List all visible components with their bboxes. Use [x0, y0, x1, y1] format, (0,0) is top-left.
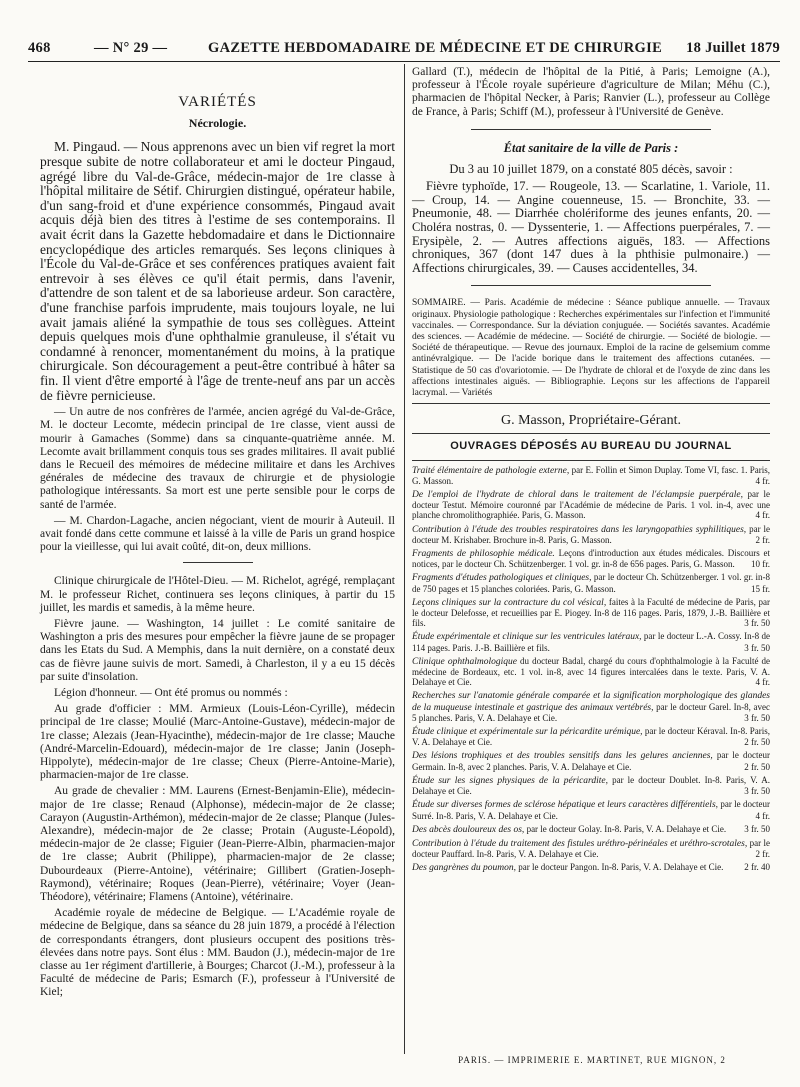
ouvrage-details: du docteur Badal, chargé du cours d'ophthalmologie à la Faculté de médecine de Bordeaux, etc. 1 vol. in-8, avec 14 figures intercalées dans le texte. Paris, V. A. Delahaye et Cie.	[412, 655, 770, 688]
ouvrage-price: 2 fr.	[755, 849, 770, 860]
ouvrage-item	[412, 548, 770, 569]
ouvrage-details: par le docteur Surré. In-8. Paris, V. A. Delahaye et Cie.	[412, 799, 770, 821]
ouvrage-details: par le docteur Pauffard. In-8. Paris, V. A. Delahaye et Cie.	[412, 837, 770, 860]
ouvrage-title: Contribution à l'étude du traitement des fistules uréthro-périnéales et uréthro-scrotales,	[412, 838, 748, 849]
ouvrage-price: 2 fr. 40	[744, 862, 770, 873]
ouvrage-details: faites à la Faculté de médecine de Paris, par le docteur Delefosse, et recueillies par E. Piogey. In-8 de 116 pages. Paris, 1879, J.-B. Baillière et fils.	[412, 596, 770, 629]
ouvrage-price: 3 fr. 50	[744, 823, 770, 834]
list-officiers: Au grade d'officier : MM. Armieux (Louis-Léon-Cyrille), médecin principal de 1re classe; Moulié (Marc-Antoine-Gustave), médecin-major de 1re classe; Alezais (Jean-Hyacinthe), médecin-major de 1re classe; Mauche (André-Marcelin-Edouard), médecin-major de 1re classe; Janin (Joseph-Hippolyte), médecin-major de 1re classe; Cheux (Pierre-Antoine-Marie), pharmacien-major de 1re classe.	[40, 703, 395, 782]
ouvrage-title: De l'emploi de l'hydrate de chloral dans le traitement de l'éclampsie puerpérale,	[412, 490, 743, 501]
ouvrage-price: 3 fr. 50	[744, 786, 770, 797]
header-rule	[28, 61, 780, 62]
ouvrage-title: Des lésions trophiques et des troubles sensitifs dans les gelures anciennes,	[412, 751, 713, 762]
article-correspondants-continued: Gallard (T.), médecin de l'hôpital de la Pitié, à Paris; Lemoigne (A.), professeur à l'École royale supérieure d'agriculture de Milan; Méhu (C.), pharmacien de l'hôpital Necker, à Paris; Ranvier (L.), professeur au Collège de France, à Paris; Schiff (M.), professeur à l'Université de Genève.	[412, 66, 770, 118]
ouvrage-details: par le docteur Pangon. In-8. Paris, V. A. Delahaye et Cie.	[515, 862, 724, 873]
issue-date: 18 Juillet 1879	[686, 40, 780, 56]
ouvrage-price: 4 fr.	[755, 677, 770, 688]
ouvrage-title: Étude expérimentale et clinique sur les ventricules latéraux,	[412, 632, 642, 643]
right-column	[412, 66, 770, 877]
ouvrage-price: 4 fr.	[755, 810, 770, 821]
ouvrage-title: Leçons cliniques sur la contracture du col vésical,	[412, 597, 607, 608]
ouvrage-title: Étude sur les signes physiques de la péricardite,	[412, 775, 609, 786]
etat-sanitaire-subtitle: Du 3 au 10 juillet 1879, on a constaté 805 décès, savoir :	[449, 162, 733, 177]
left-column	[40, 66, 395, 1003]
ouvrage-details: Leçons d'introduction aux études médicales. Discours et notices, par le docteur Ch. Schützenberger. 1 vol. gr. in-8 de 656 pages. Paris, G. Masson.	[412, 548, 770, 570]
ouvrage-details: par le docteur Garel. In-8, avec 5 planches. Paris, V. A. Delahaye et Cie.	[412, 701, 770, 723]
ouvrages-list	[412, 465, 770, 874]
ouvrage-details: par le docteur M. Krishaber. Brochure in-8. Paris, G. Masson.	[412, 523, 770, 545]
etat-sanitaire-title: État sanitaire de la ville de Paris :	[503, 140, 679, 155]
ouvrage-item	[412, 631, 770, 652]
ouvrage-title: Fragments d'études pathologiques et cliniques,	[412, 573, 592, 584]
article-pingaud: M. Pingaud. — Nous apprenons avec un bien vif regret la mort presque subite de notre collaborateur et ami le docteur Pingaud, agrégé libre du Val-de-Grâce, médecin-major de 1re classe à l'hôpital militaire de Sétif. Chirurgien distingué, opérateur habile, d'un sang-froid et d'une expérience consommés, Pingaud avait acquis déjà bien des titres à l'estime de ses contemporains. Il avait écrit dans la Gazette hebdomadaire et dans le Dictionnaire encyclopédique des articles remarqués. Ses leçons cliniques à l'École du Val-de-Grâce et ses conférences pratiques avaient fait entrevoir à ses élèves ce qu'il était permis, dans l'avenir, d'attendre de son talent et de sa laborieuse ardeur. Son caractère, d'une franchise parfois imprudente, mais toujours loyale, ne lui avait jamais aliéné la sympathie de tous ses collègues. Atteint depuis quelques mois d'une ophthalmie granuleuse, il s'était vu condamné à renoncer, momentanément du moins, à la pratique chirurgicale. Son découragement a peut-être contribué à hâter sa fin. Il vient d'être emporté à l'âge de trente-neuf ans par un accès de fièvre pernicieuse.	[40, 139, 395, 403]
ouvrages-title: OUVRAGES DÉPOSÉS AU BUREAU DU JOURNAL	[450, 440, 732, 453]
sommaire: SOMMAIRE. — Paris. Académie de médecine : Séance publique annuelle. — Travaux originaux. Physiologie pathologique : Recherches expérimentales sur l'infection et l'immunité vaccinales. — Correspondance. Sur la déviation conjuguée. — Sociétés savantes. Académie des sciences. — Académie de médecine. — Société de chirurgie. — Société de biologie. — Société de thérapeutique. — Revue des journaux. Emploi de la racine de gelsemium comme antinévralgique. — De l'acide borique dans le traitement des affections cutanées. — Statistique de 50 cas d'ovariotomie. — De l'hydrate de chloral et de l'oxyde de zinc dans les affections intestinales aiguës. — Bibliographie. Leçons sur les affections de l'appareil lacrymal. — Variétés	[412, 298, 770, 398]
page-header	[28, 38, 780, 60]
rule	[412, 403, 770, 404]
ouvrage-details: par le docteur Testut. Mémoire couronné par l'Académie de médecine de Paris. 1 vol. in-4, avec une planche chromolithographiée. Paris, G. Masson.	[412, 489, 770, 521]
ouvrage-price: 4 fr.	[755, 475, 770, 486]
ouvrage-price: 3 fr. 50	[744, 712, 770, 723]
ouvrage-item	[412, 838, 770, 859]
list-chevaliers: Au grade de chevalier : MM. Laurens (Ernest-Benjamin-Elie), médecin-major de 1re classe; Renaud (Alphonse), médecin-major de 2e classe; Carayon (Augustin-Arthémon), médecin-major de 2e classe; Planque (Jules-Alexandre), médecin-major de 2e classe; Protain (Auguste-Léopold), médecin-major de 2e classe; Figuier (Jean-Pierre-Albin, pharmacien-major de 1re classe; Aubrit (Philippe), pharmacien-major de 2e classe; Dubourdeaux (Pierre-Antoine), vétérinaire; Gillibert (Gratien-Joseph-Raymond), vétérinaire; Roques (Jean-Pierre), vétérinaire; Voyer (Jean-Théodore), vétérinaire; Flamens (Antoine), vétérinaire.	[40, 785, 395, 903]
ouvrage-title: Contribution à l'étude des troubles respiratoires dans les laryngopathies syphilitiques,	[412, 524, 747, 535]
ouvrage-item	[412, 690, 770, 723]
ouvrage-title: Recherches sur l'anatomie générale comparée et la signification morphologique des glandes de la muqueuse intestinale et gastrique des animaux vertébrés,	[412, 691, 770, 713]
ouvrage-details: par le docteur Golay. In-8. Paris, V. A. Delahaye et Cie.	[524, 823, 727, 834]
ouvrage-title: Étude clinique et expérimentale sur la péricardite urémique,	[412, 727, 643, 738]
ouvrage-title: Clinique ophthalmologique	[412, 656, 518, 667]
ouvrage-item	[412, 750, 770, 771]
ouvrage-item	[412, 489, 770, 521]
ouvrage-price: 15 fr.	[751, 583, 770, 594]
ouvrage-price: 10 fr.	[751, 559, 770, 570]
article-academie-belgique: Académie royale de médecine de Belgique. — L'Académie royale de médecine de Belgique, dans sa séance du 28 juin 1879, a procédé à l'élection de correspondants étrangers, dont plusieurs occupent des positions très-élevées dans notre pays. Sont élus : MM. Baudon (J.), médecin-major de 1re classe au 1er régiment d'artillerie, à Bourges; Charcot (J.-M.), professeur à la Faculté de médecine de Paris; Esmarch (F.), professeur à l'Université de Kiel;	[40, 907, 395, 999]
separator	[183, 562, 253, 563]
ouvrage-price: 2 fr. 50	[744, 761, 770, 772]
article-lecomte: — Un autre de nos confrères de l'armée, ancien agrégé du Val-de-Grâce, M. le docteur Lecomte, médecin principal de 1re classe, vient aussi de mourir à Gamaches (Somme) dans sa cinquante-quatrième année. M. Lecomte avait brillamment conquis tous ses grades militaires. Il avait publié dans le Recueil des mémoires de médecine militaire et dans les Archives générales de médecine des travaux de chirurgie et de physiologie pathologique intéressants. Sa mort est une perte sensible pour le corps de santé de l'armée.	[40, 406, 395, 511]
ouvrage-title: Des gangrènes du poumon,	[412, 863, 516, 874]
ouvrage-item	[412, 824, 770, 835]
article-chardon-lagache: — M. Chardon-Lagache, ancien négociant, vient de mourir à Auteuil. Il avait fondé dans cette commune et laissé à la ville de Paris un grand hospice pour la vieillesse, qui lui avait coûté, dit-on, deux millions.	[40, 514, 395, 554]
subsection-necrologie: Nécrologie.	[188, 116, 247, 131]
ouvrage-item	[412, 775, 770, 796]
ouvrage-price: 2 fr. 50	[744, 737, 770, 748]
ouvrage-details: par le docteur Kéraval. In-8. Paris, V. A. Delahaye et Cie.	[412, 726, 770, 748]
ouvrage-title: Fragments de philosophie médicale.	[412, 549, 555, 560]
ouvrage-details: par le docteur L.-A. Cossy. In-8 de 114 pages. Paris. J.-B. Baillière et fils.	[412, 631, 770, 653]
issue-number: — N° 29 —	[94, 40, 168, 56]
ouvrage-item	[412, 862, 770, 873]
ouvrage-title: Étude sur diverses formes de sclérose hépatique et leurs caractères différentiels,	[412, 800, 719, 811]
ouvrage-price: 4 fr.	[755, 510, 770, 521]
ouvrage-item	[412, 656, 770, 688]
column-divider	[404, 64, 405, 1054]
ouvrage-item	[412, 465, 770, 486]
ouvrage-item	[412, 799, 770, 820]
article-fievre-jaune: Fièvre jaune. — Washington, 14 juillet : Le comité sanitaire de Washington a pris des mesures pour empêcher la fièvre jaune de se propager dans les Etats du Sud. A Memphis, dans la nuit dernière, on a constaté deux cas de fièvre jaune suivis de mort. Samedi, à Charleston, il y a eu 15 décès par suite d'insolation.	[40, 617, 395, 683]
ouvrage-details: par le docteur Germain. In-8, avec 2 planches. Paris, V. A. Delahaye et Cie.	[412, 750, 770, 772]
ouvrage-item	[412, 726, 770, 747]
separator	[471, 129, 711, 130]
printer-footer: PARIS. — IMPRIMERIE E. MARTINET, RUE MIGNON, 2	[458, 1055, 726, 1065]
ouvrage-item	[412, 572, 770, 593]
ouvrage-details: par le docteur Doublet. In-8. Paris, V. A. Delahaye et Cie.	[412, 774, 770, 797]
ouvrage-item	[412, 524, 770, 545]
etat-sanitaire-body: Fièvre typhoïde, 17. — Rougeole, 13. — Scarlatine, 1. Variole, 11. — Croup, 14. — Angine couenneuse, 15. — Bronchite, 33. — Pneumonie, 48. — Diarrhée cholériforme des jeunes enfants, 20. — Choléra nostras, 0. — Dyssenterie, 1. — Affections puerpérales, 7. — Erysipèle, 2. — Autres affections aiguës, 183. — Affections chroniques, 367 (dont 147 dues à la phthisie pulmonaire.) — Affections chirurgicales, 39. — Causes accidentelles, 34.	[412, 179, 770, 275]
ouvrage-price: 2 fr.	[755, 534, 770, 545]
ouvrage-details: par E. Follin et Simon Duplay. Tome VI, fasc. 1. Paris, G. Masson.	[412, 464, 771, 486]
ouvrage-title: Traité élémentaire de pathologie externe,	[412, 465, 570, 476]
ouvrage-price: 3 fr. 50	[744, 642, 770, 653]
article-clinique-hotel-dieu: Clinique chirurgicale de l'Hôtel-Dieu. — M. Richelot, agrégé, remplaçant M. le professeur Richet, continuera ses leçons cliniques, à partir du 15 juillet, les mardis et samedis, à la même heure.	[40, 575, 395, 614]
journal-title: GAZETTE HEBDOMADAIRE DE MÉDECINE ET DE CHIRURGIE	[208, 40, 663, 56]
rule	[412, 460, 770, 461]
ouvrage-details: par le docteur Ch. Schützenberger. 1 vol. gr. in-8 de 750 pages et 15 planches coloriées. Paris, G. Masson.	[412, 572, 770, 594]
article-legion-honneur: Légion d'honneur. — Ont été promus ou nommés :	[54, 686, 288, 699]
separator	[471, 285, 711, 286]
rule	[412, 433, 770, 434]
gerant-line: G. Masson, Propriétaire-Gérant.	[500, 413, 681, 429]
ouvrage-price: 3 fr. 50	[744, 618, 770, 629]
section-title-varietes: VARIÉTÉS	[178, 94, 257, 110]
ouvrage-item	[412, 597, 770, 629]
page-number: 468	[28, 40, 51, 56]
ouvrage-title: Des abcès douloureux des os,	[412, 824, 525, 835]
